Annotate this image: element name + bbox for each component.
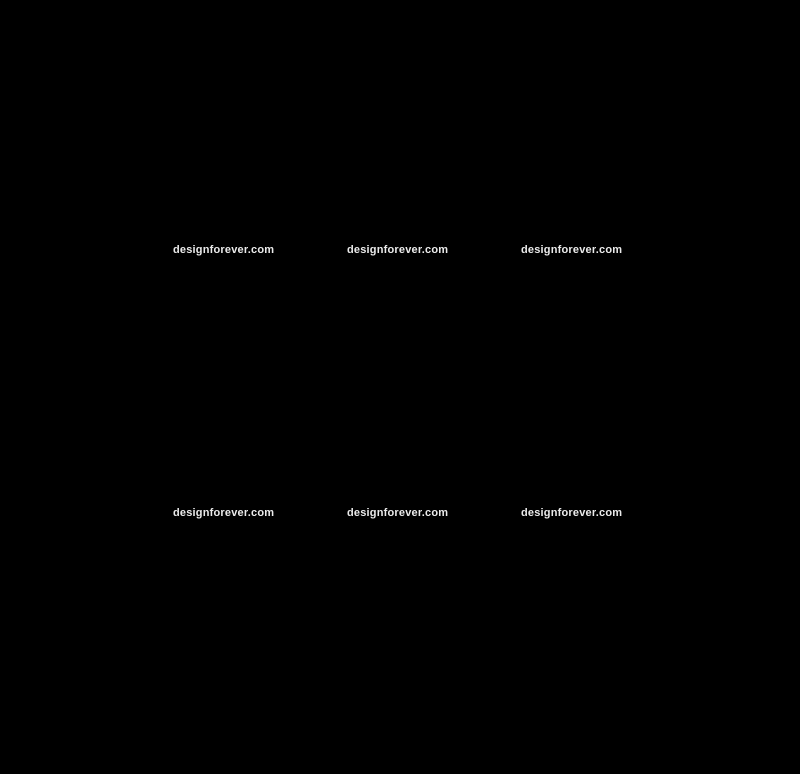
watermark-text: designforever.com xyxy=(521,244,623,256)
watermark-text: designforever.com xyxy=(173,507,275,519)
watermark-text: designforever.com xyxy=(521,507,623,519)
watermark-text: designforever.com xyxy=(173,244,275,256)
watermark-text: designforever.com xyxy=(347,507,449,519)
watermark-text: designforever.com xyxy=(347,244,449,256)
